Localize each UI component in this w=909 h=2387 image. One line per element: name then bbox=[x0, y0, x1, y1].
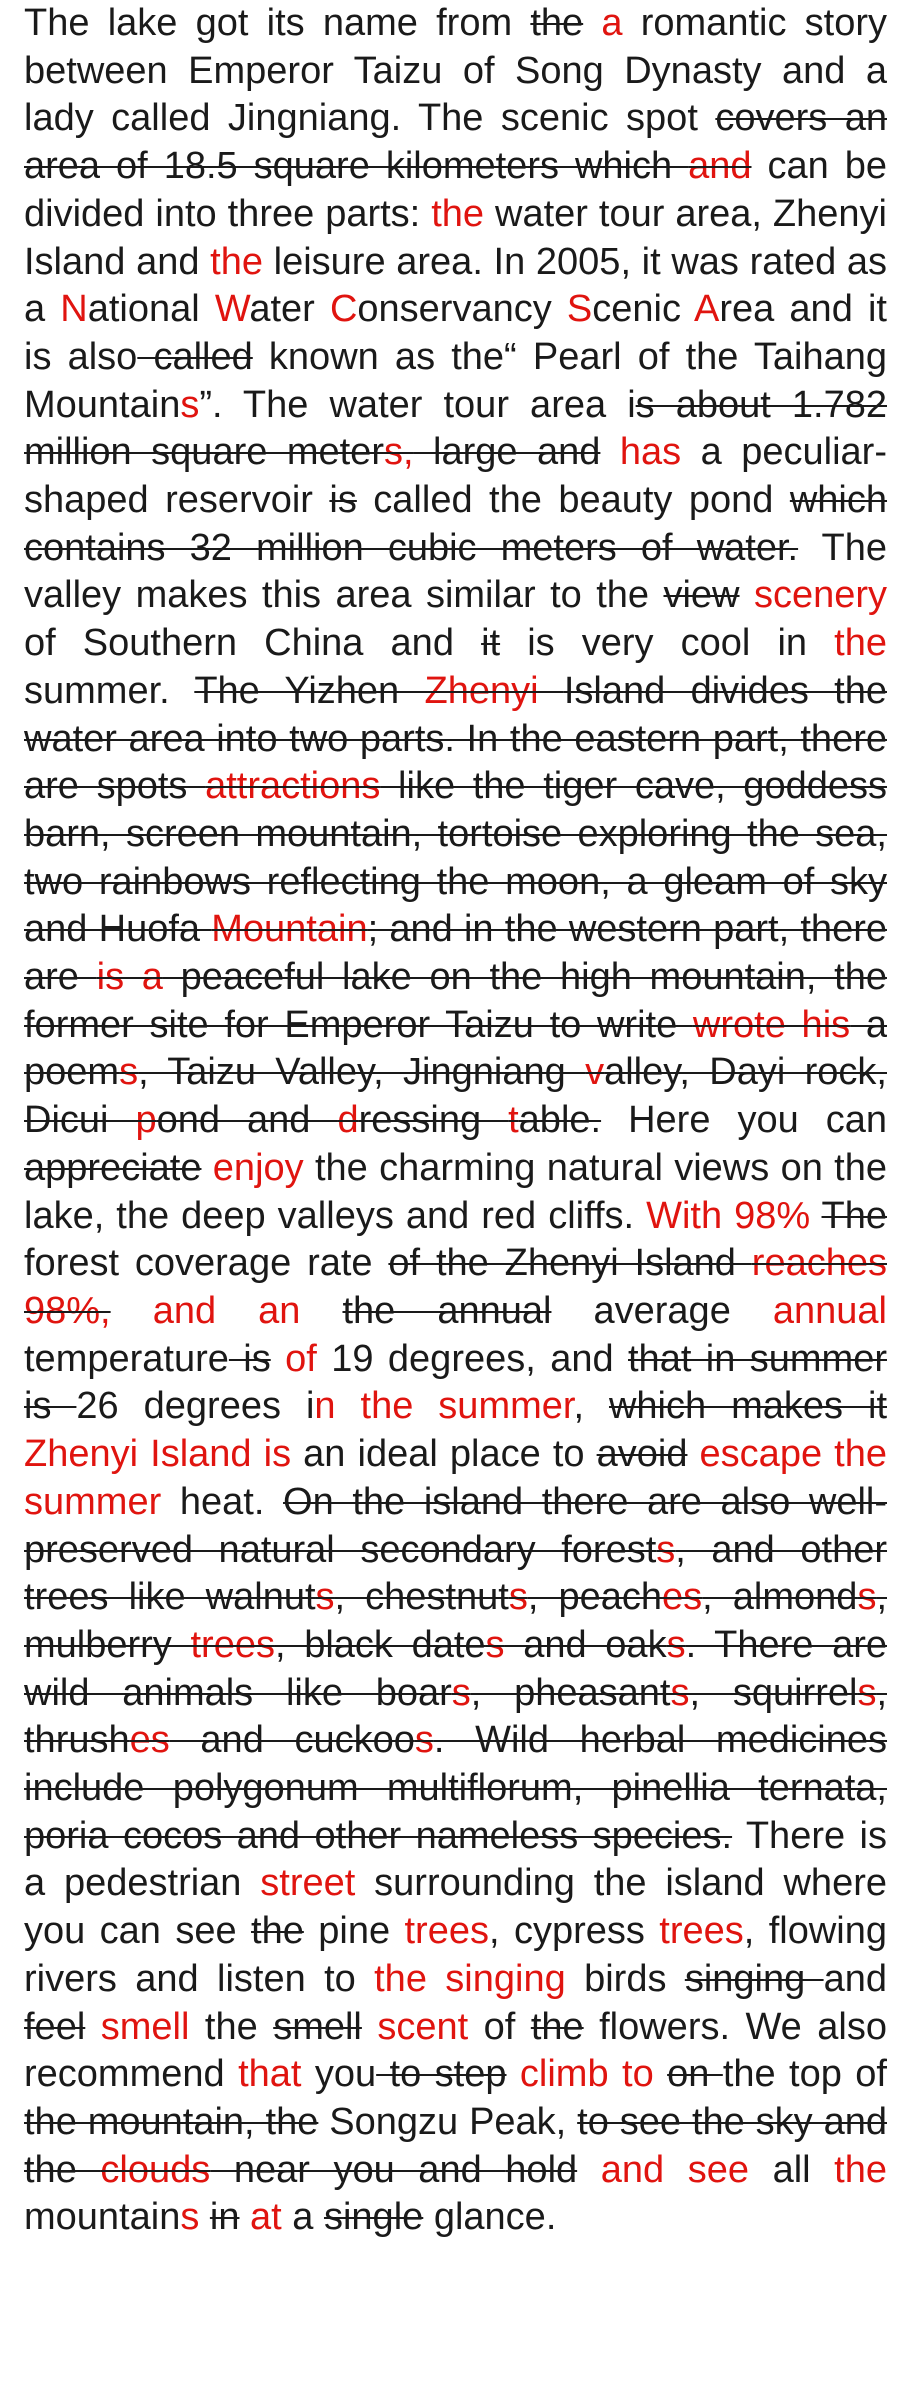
deleted-text: The bbox=[821, 1194, 887, 1237]
deleted-text: appreciate bbox=[24, 1146, 202, 1189]
inserted-text: s bbox=[180, 2196, 200, 2239]
plain-text: of Southern China and bbox=[24, 622, 482, 665]
plain-text: known as the“ Pearl of the Taihang Mountain bbox=[24, 335, 887, 426]
plain-text bbox=[507, 2053, 520, 2095]
plain-text: can be divided into three parts: bbox=[24, 145, 887, 235]
plain-text bbox=[687, 1433, 699, 1475]
inserted-text: scenery bbox=[753, 574, 887, 617]
deleted-text: like the tiger cave, goddess barn, screen mountain, tortoise exploring the sea, two rainbows reflecting the moon, a gleam of sky and Huofa bbox=[24, 765, 887, 951]
plain-text: the bbox=[189, 2005, 274, 2048]
deleted-text: the annual bbox=[342, 1289, 552, 1332]
inserted-text: the bbox=[210, 240, 263, 283]
deleted-text: , peach bbox=[527, 1576, 663, 1619]
inserted-then-deleted-text: s bbox=[119, 1051, 139, 1094]
plain-text: 26 degrees i bbox=[76, 1385, 315, 1428]
plain-text: Songzu Peak, bbox=[318, 2100, 578, 2143]
deleted-text: ond and bbox=[156, 1099, 338, 1142]
plain-text: rea and it is also bbox=[24, 288, 887, 378]
deleted-text: and oak bbox=[504, 1623, 667, 1666]
inserted-text: A bbox=[694, 288, 720, 331]
inserted-then-deleted-text: reaches 98%, bbox=[24, 1242, 887, 1332]
inserted-text: of bbox=[285, 1337, 317, 1380]
inserted-then-deleted-text: s bbox=[857, 1576, 877, 1619]
deleted-text: and cuckoo bbox=[169, 1719, 415, 1762]
deleted-text: is bbox=[329, 479, 357, 522]
deleted-text: The Yizhen bbox=[194, 669, 425, 712]
deleted-text: is bbox=[228, 1337, 271, 1380]
plain-text: of bbox=[468, 2005, 531, 2048]
deleted-text: near you and bbox=[210, 2148, 506, 2191]
deleted-text: to step bbox=[376, 2053, 507, 2096]
inserted-then-deleted-text: s bbox=[857, 1671, 877, 1714]
inserted-then-deleted-text: s bbox=[670, 1671, 690, 1714]
deleted-text: large and bbox=[413, 431, 601, 474]
inserted-text: N bbox=[60, 288, 88, 331]
plain-text bbox=[600, 431, 619, 473]
inserted-then-deleted-text: es bbox=[662, 1576, 703, 1619]
plain-text: , flowing rivers and listen to bbox=[24, 1910, 887, 2000]
deleted-text: in bbox=[209, 2196, 240, 2239]
plain-text: the top of bbox=[722, 2053, 887, 2096]
deleted-text: to see the sky and the bbox=[24, 2100, 887, 2191]
inserted-text: has bbox=[619, 431, 682, 474]
inserted-text: and see bbox=[600, 2148, 749, 2191]
plain-text: The valley makes this area similar to the bbox=[24, 526, 887, 617]
inserted-text: enjoy bbox=[212, 1146, 304, 1189]
plain-text bbox=[740, 574, 754, 616]
deleted-text: feel bbox=[24, 2005, 86, 2048]
deleted-text: hold bbox=[505, 2148, 578, 2191]
inserted-text: smell bbox=[100, 2005, 190, 2048]
plain-text bbox=[85, 2006, 100, 2048]
deleted-text: smell bbox=[273, 2005, 362, 2048]
inserted-text: s bbox=[180, 383, 200, 426]
inserted-text: C bbox=[329, 288, 358, 331]
plain-text bbox=[810, 1195, 821, 1237]
plain-text: ”. The water tour area i bbox=[199, 383, 636, 426]
inserted-then-deleted-text: p bbox=[135, 1099, 157, 1142]
deleted-text: , Taizu Valley, Jingniang bbox=[138, 1051, 586, 1094]
plain-text bbox=[239, 2196, 250, 2238]
deleted-text: single bbox=[323, 2196, 424, 2239]
inserted-text: the bbox=[834, 622, 887, 665]
inserted-then-deleted-text: t bbox=[508, 1099, 519, 1142]
plain-text: temperature bbox=[24, 1337, 229, 1380]
inserted-then-deleted-text: s bbox=[508, 1576, 528, 1619]
plain-text: leisure area. In 2005, it was rated as a bbox=[24, 240, 888, 331]
deleted-text: peaceful lake on the high mountain, the former site for Emperor Taizu to write bbox=[24, 956, 887, 1046]
plain-text bbox=[654, 2053, 667, 2095]
deleted-text: ressing bbox=[358, 1099, 509, 1142]
plain-text: ational bbox=[87, 288, 215, 331]
plain-text: , cypress bbox=[488, 1910, 660, 1953]
inserted-then-deleted-text: attractions bbox=[205, 765, 381, 808]
deleted-text: which makes it bbox=[608, 1385, 887, 1428]
deleted-text: , thrush bbox=[24, 1671, 887, 1762]
deleted-text: of the Zhenyi Island bbox=[388, 1242, 752, 1285]
inserted-text: escape the summer bbox=[24, 1433, 887, 1523]
inserted-then-deleted-text: v bbox=[585, 1051, 605, 1094]
inserted-then-deleted-text: s, bbox=[383, 431, 414, 474]
deleted-text: . Wild herbal medicines include polygonum multiflorum, pinellia ternata, poria cocos and other nameless species. bbox=[24, 1719, 888, 1857]
deleted-text: the bbox=[530, 2, 584, 44]
deleted-text: , pheasant bbox=[470, 1671, 671, 1714]
inserted-then-deleted-text: and bbox=[688, 145, 752, 188]
plain-text: cenic bbox=[592, 288, 694, 331]
plain-text: romantic story between Emperor Taizu of Song Dynasty and a lady called Jingniang. The scenic spot bbox=[24, 2, 888, 140]
deleted-text: the bbox=[251, 1910, 304, 1953]
plain-text: is very cool in bbox=[500, 622, 835, 665]
inserted-text: S bbox=[566, 288, 593, 331]
deleted-text: , and other trees like walnut bbox=[24, 1528, 888, 1619]
deleted-text: covers an area of 18.5 square kilometers which bbox=[24, 97, 887, 188]
plain-text: a peculiar-shaped reservoir bbox=[24, 431, 887, 522]
deleted-text: on bbox=[667, 2053, 723, 2096]
deleted-text: able. bbox=[518, 1099, 602, 1142]
inserted-then-deleted-text: s bbox=[666, 1623, 686, 1666]
inserted-then-deleted-text: s bbox=[315, 1576, 335, 1619]
inserted-text: trees bbox=[659, 1910, 744, 1953]
plain-text: surrounding the island where you can see bbox=[24, 1862, 887, 1953]
inserted-text: street bbox=[260, 1862, 356, 1905]
inserted-then-deleted-text: s bbox=[451, 1671, 471, 1714]
plain-text bbox=[300, 1290, 342, 1332]
inserted-text: a bbox=[601, 2, 623, 44]
inserted-text: W bbox=[214, 288, 250, 331]
deleted-text: , squirrel bbox=[689, 1671, 858, 1714]
inserted-then-deleted-text: d bbox=[337, 1099, 359, 1142]
inserted-text: the singing bbox=[374, 1957, 566, 2000]
plain-text bbox=[362, 2006, 377, 2048]
plain-text: all bbox=[748, 2148, 835, 2191]
tracked-changes-paragraph bbox=[24, 0, 887, 2242]
plain-text bbox=[201, 1147, 212, 1189]
plain-text: birds bbox=[565, 1957, 685, 2000]
plain-text: forest coverage rate bbox=[24, 1242, 389, 1285]
plain-text: summer. bbox=[24, 669, 195, 712]
inserted-then-deleted-text: Zhenyi bbox=[424, 669, 564, 712]
deleted-text: On the island there are also well-preserved natural secondary forest bbox=[24, 1480, 887, 1571]
plain-text: mountain bbox=[24, 2196, 181, 2239]
plain-text: onservancy bbox=[357, 288, 567, 331]
plain-text: water tour area, Zhenyi Island and bbox=[24, 192, 887, 283]
inserted-text: the bbox=[834, 2148, 887, 2191]
plain-text: and bbox=[823, 1957, 887, 2000]
inserted-text: climb to bbox=[519, 2053, 654, 2096]
deleted-text: view bbox=[663, 574, 740, 617]
inserted-then-deleted-text: wrote his bbox=[692, 1003, 851, 1046]
deleted-text: alley, Dayi rock, Dicui bbox=[24, 1051, 887, 1142]
inserted-then-deleted-text: s bbox=[656, 1528, 676, 1571]
inserted-text: trees bbox=[404, 1910, 489, 1953]
deleted-text: , black date bbox=[274, 1623, 486, 1666]
plain-text: ater bbox=[249, 288, 330, 331]
deleted-text: it bbox=[481, 622, 501, 665]
plain-text: pine bbox=[303, 1910, 405, 1953]
plain-text: Here you can bbox=[601, 1099, 888, 1142]
plain-text: the charming natural views on the lake, the deep valleys and red cliffs. bbox=[24, 1146, 887, 1237]
inserted-then-deleted-text: clouds bbox=[100, 2148, 211, 2191]
inserted-text: that bbox=[238, 2053, 302, 2096]
inserted-then-deleted-text: s bbox=[414, 1719, 434, 1762]
deleted-text: ; and in the western part, there are bbox=[24, 908, 887, 999]
plain-text bbox=[583, 2, 601, 44]
inserted-text: the bbox=[431, 192, 485, 235]
inserted-text: at bbox=[250, 2196, 282, 2239]
plain-text bbox=[271, 1338, 285, 1380]
plain-text: , bbox=[573, 1385, 609, 1428]
inserted-then-deleted-text: es bbox=[129, 1719, 170, 1762]
deleted-text: . There are wild animals like boar bbox=[24, 1623, 887, 1714]
plain-text bbox=[111, 1290, 153, 1332]
deleted-text: which contains 32 million cubic meters of water. bbox=[24, 479, 888, 569]
deleted-text: the mountain, the bbox=[24, 2100, 319, 2143]
deleted-text: the bbox=[530, 2005, 584, 2048]
deleted-text: that in summer is bbox=[24, 1337, 887, 1428]
plain-text: There is a pedestrian bbox=[24, 1814, 888, 1905]
inserted-text: n the summer bbox=[314, 1385, 574, 1428]
inserted-text: scent bbox=[377, 2005, 469, 2048]
plain-text: glance. bbox=[423, 2196, 557, 2239]
plain-text: an ideal place to bbox=[291, 1433, 597, 1476]
plain-text: heat. bbox=[161, 1480, 284, 1523]
deleted-text: s about 1.782 million square meter bbox=[24, 383, 887, 474]
inserted-then-deleted-text: trees bbox=[190, 1623, 275, 1666]
deleted-text: avoid bbox=[596, 1433, 688, 1476]
plain-text: The lake got its name from bbox=[24, 2, 531, 44]
plain-text: 19 degrees, and bbox=[316, 1337, 628, 1380]
inserted-text: and an bbox=[152, 1289, 301, 1332]
deleted-text: , chestnut bbox=[334, 1576, 509, 1619]
plain-text: called the beauty pond bbox=[356, 479, 790, 522]
inserted-text: With 98% bbox=[646, 1194, 811, 1237]
plain-text bbox=[577, 2149, 601, 2191]
plain-text: average bbox=[551, 1289, 773, 1332]
deleted-text: a poem bbox=[24, 1003, 887, 1094]
inserted-then-deleted-text: is a bbox=[96, 956, 163, 999]
plain-text: flowers. We also recommend bbox=[24, 2005, 887, 2096]
deleted-text: , almond bbox=[702, 1576, 858, 1619]
deleted-text: Island divides the water area into two parts. In the eastern part, there are spots bbox=[24, 669, 887, 808]
plain-text: a bbox=[281, 2196, 324, 2239]
inserted-text: annual bbox=[772, 1289, 887, 1332]
deleted-text: called bbox=[137, 335, 253, 378]
deleted-text: , mulberry bbox=[24, 1576, 887, 1666]
inserted-then-deleted-text: Mountain bbox=[211, 908, 368, 951]
deleted-text: singing bbox=[684, 1957, 824, 2000]
inserted-text: Zhenyi Island is bbox=[24, 1433, 292, 1476]
inserted-then-deleted-text: s bbox=[485, 1623, 505, 1666]
plain-text: you bbox=[301, 2053, 377, 2096]
plain-text bbox=[199, 2196, 210, 2238]
